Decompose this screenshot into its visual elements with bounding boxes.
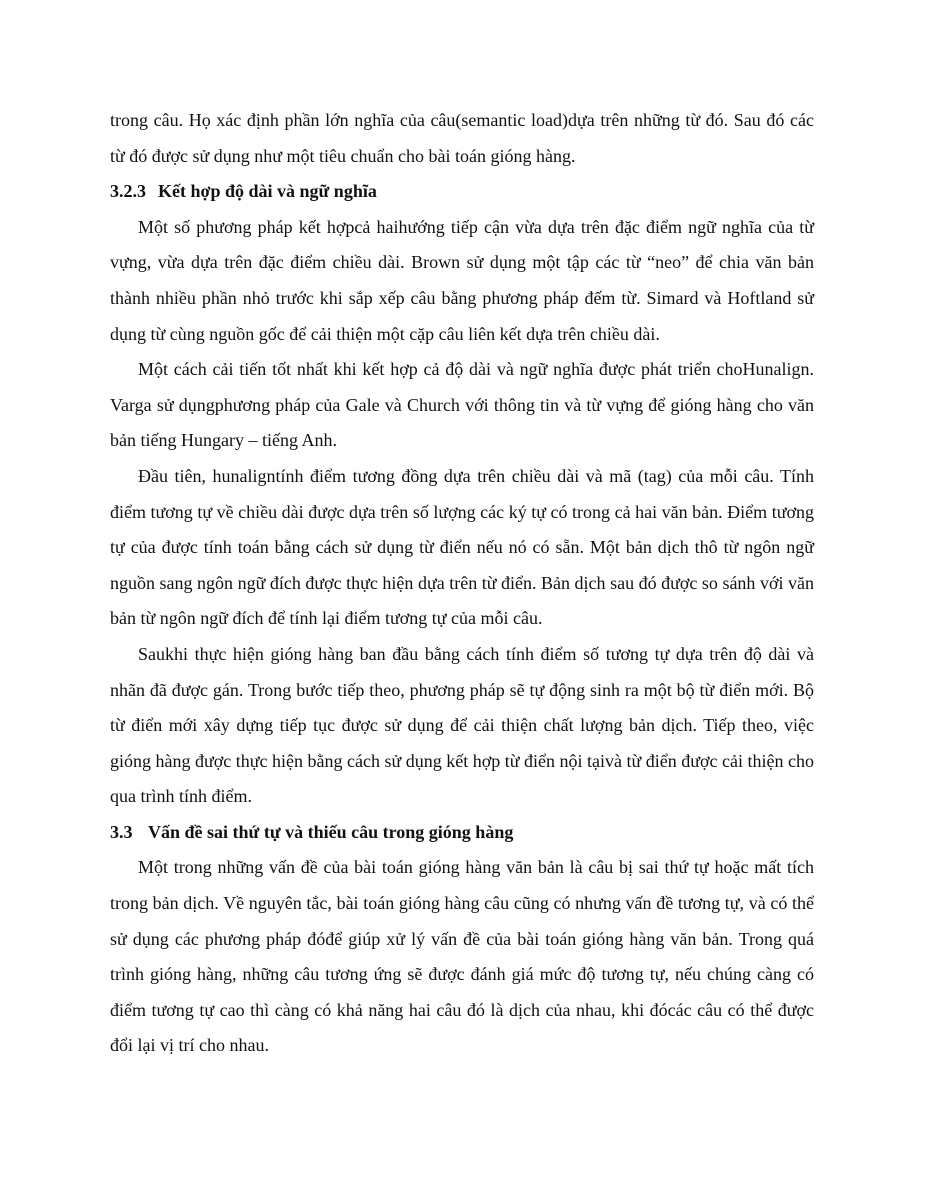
paragraph-hunalign-scoring: Đầu tiên, hunaligntính điểm tương đồng dựa trên chiều dài và mã (tag) của mỗi câu. Tính điểm tương tự về chiều dài được dựa trên số lượng các ký tự có trong cả hai văn bản. Điểm tương tự của được tính toán bằng cách sử dụng từ điển nếu nó có sẵn. Một bản dịch thô từ ngôn ngữ nguồn sang ngôn ngữ đích được thực hiện dựa trên từ điển. Bản dịch sau đó được so sánh với văn bản từ ngôn ngữ đích để tính lại điểm tương tự của mỗi câu. [110,465,814,629]
section-number: 3.2.3 [110,181,146,202]
paragraph-continuation: trong câu. Họ xác định phần lớn nghĩa của câu(semantic load)dựa trên những từ đó. Sau đó các từ đó được sử dụng như một tiêu chuẩn cho bài toán gióng hàng. [110,110,814,166]
section-title: Vấn đề sai thứ tự và thiếu câu trong gióng hàng [148,821,514,842]
section-heading-3-2-3 [110,174,814,210]
section-heading-3-3 [110,815,814,851]
section-number: 3.3 [110,821,133,842]
paragraph-hunalign-intro: Một cách cải tiến tốt nhất khi kết hợp cả độ dài và ngữ nghĩa được phát triển choHunalign. Varga sử dụngphương pháp của Gale và Church với thông tin và từ vựng để gióng hàng cho văn bản tiếng Hungary – tiếng Anh. [110,359,814,451]
paragraph-dictionary-building: Saukhi thực hiện gióng hàng ban đầu bằng cách tính điểm số tương tự dựa trên độ dài và nhãn đã được gán. Trong bước tiếp theo, phương pháp sẽ tự động sinh ra một bộ từ điển mới. Bộ từ điển mới xây dựng tiếp tục được sử dụng để cải thiện chất lượng bản dịch. Tiếp theo, việc gióng hàng được thực hiện bằng cách sử dụng kết hợp từ điển nội tạivà từ điển được cải thiện cho qua trình tính điểm. [110,643,814,807]
paragraph-ordering-problem: Một trong những vấn đề của bài toán gióng hàng văn bản là câu bị sai thứ tự hoặc mất tích trong bản dịch. Về nguyên tắc, bài toán gióng hàng câu cũng có nhưng vấn đề tương tự, và có thể sử dụng các phương pháp đóđể giúp xử lý vấn đề của bài toán gióng hàng văn bản. Trong quá trình gióng hàng, những câu tương ứng sẽ được đánh giá mức độ tương tự, nếu chúng càng có điểm tương tự cao thì càng có khả năng hai câu đó là dịch của nhau, khi đócác câu có thể được đổi lại vị trí cho nhau. [110,857,814,1056]
paragraph-combined-methods: Một số phương pháp kết hợpcả haihướng tiếp cận vừa dựa trên đặc điểm ngữ nghĩa của từ vựng, vừa dựa trên đặc điểm chiều dài. Brown sử dụng một tập các từ “neo” để chia văn bản thành nhiều phần nhỏ trước khi sắp xếp câu bằng phương pháp đếm từ. Simard và Hoftland sử dụng từ cùng nguồn gốc để cải thiện một cặp câu liên kết dựa trên chiều dài. [110,216,814,344]
document-page [110,103,814,1064]
section-title: Kết hợp độ dài và ngữ nghĩa [158,181,377,202]
